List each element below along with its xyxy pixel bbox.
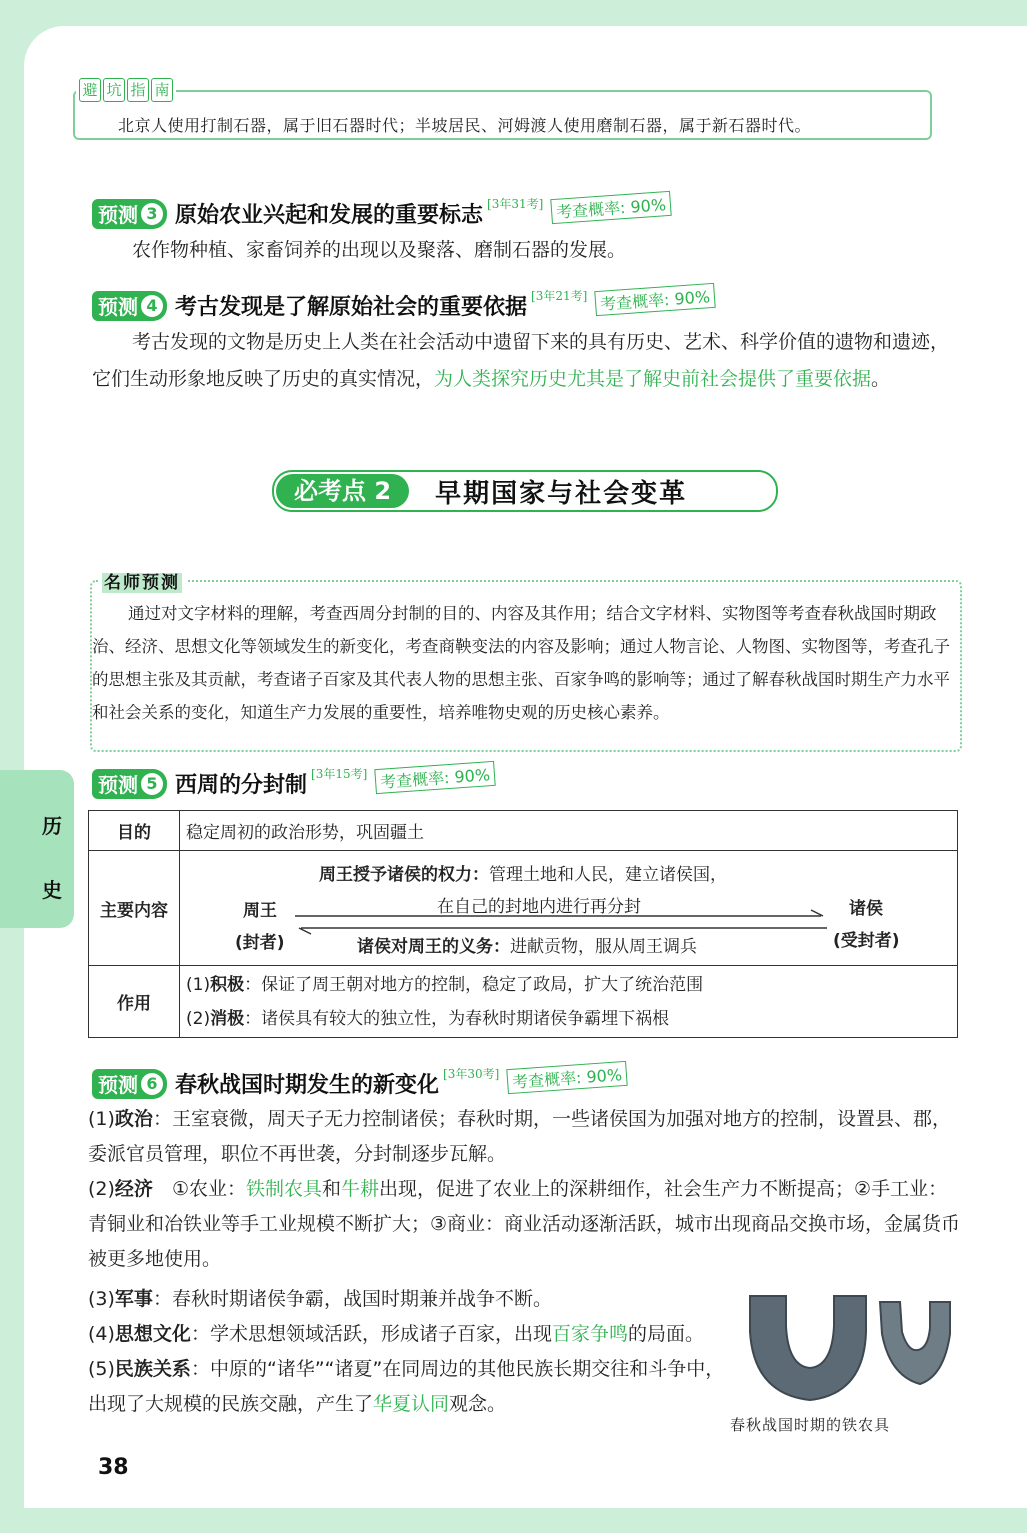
pred4-title: 考古发现是了解原始社会的重要依据 (175, 295, 528, 320)
change-economy: (2)经济 ①农业：铁制农具和牛耕出现，促进了农业上的深耕细作，社会生产力不断提高；②手工业：青铜业和冶铁业等手工业规模不断扩大；③商业：商业活动逐渐活跃，城市出现商品交换市场，金属货币被更多地使用。 (88, 1178, 961, 1270)
tip-char: 避 (79, 78, 101, 102)
pred5-prob: 考查概率: 90% (375, 761, 496, 794)
vassal-role: (受封者) (833, 931, 900, 951)
pred6-prob: 考查概率: 90% (507, 1061, 628, 1094)
power-line-2: 在自己的封地内进行再分封 (437, 897, 641, 917)
pred3-text: 农作物种植、家畜饲养的出现以及聚落、磨制石器的发展。 (132, 239, 627, 261)
pred6-title: 春秋战国时期发生的新变化 (175, 1073, 440, 1098)
pred-badge: 预测 4 (92, 291, 167, 321)
teacher-text: 通过对文字材料的理解，考查西周分封制的目的、内容及其作用；结合文字材料、实物图等考查春秋战国时期政治、经济、思想文化等领域发生的新变化，考查商鞅变法的内容及影响；通过人物言论、人物图、实物图等，考查孔子的思想主张及其贡献，考查诸子百家及其代表人物的思想主张、百家争鸣的影响等；通过了解春秋战国时期生产力水平和社会关系的变化，知道生产力发展的重要性，培养唯物史观的历史核心素养。 (92, 604, 950, 722)
vassal-label: 诸侯 (849, 899, 883, 919)
change-thought: (4)思想文化：学术思想领域活跃，形成诸子百家，出现百家争鸣的局面。 (88, 1323, 704, 1345)
table-cell: 稳定周初的政治形势，巩固疆土 (180, 811, 958, 851)
pred-badge: 预测 6 (92, 1069, 167, 1099)
duty-line: 诸侯对周王的义务：进献贡物，服从周王调兵 (357, 937, 697, 957)
pred-badge: 预测 3 (92, 199, 167, 229)
table-cell (180, 966, 958, 1038)
pred5-heading (92, 765, 495, 799)
iron-tools-image (738, 1288, 958, 1408)
section-title: 早期国家与社会变革 (435, 478, 688, 509)
section-tag: 必考点 2 (276, 474, 409, 508)
tip-char: 指 (127, 78, 149, 102)
table-cell (180, 851, 958, 966)
king-role: (封者) (235, 933, 285, 953)
change-ethnic: (5)民族关系：中原的“诸华”“诸夏”在同周边的其他民族长期交往和斗争中，出现了大规模的民族交融，产生了华夏认同观念。 (88, 1358, 725, 1415)
pred3-heading (92, 195, 671, 229)
tip-title (76, 78, 176, 102)
side-tab-char: 历 (42, 814, 62, 838)
effect-negative: (2)消极：诸侯具有较大的独立性，为春秋时期诸侯争霸埋下祸根 (186, 1008, 670, 1029)
table-label: 目的 (89, 811, 180, 851)
changes-lower (88, 1282, 728, 1422)
changes-upper (88, 1102, 963, 1277)
page-number: 38 (98, 1455, 129, 1480)
pred5-tag: [3年15考] (311, 767, 368, 781)
side-tab-char: 史 (42, 878, 62, 902)
change-military: (3)军事：春秋时期诸侯争霸，战国时期兼并战争不断。 (88, 1288, 552, 1310)
table-row (89, 811, 958, 851)
king-label: 周王 (243, 901, 277, 921)
pred4-text: 考古发现的文物是历史上人类在社会活动中遗留下来的具有历史、艺术、科学价值的遗物和遗迹，它们生动形象地反映了历史的真实情况，为人类探究历史尤其是了解史前社会提供了重要依据。 (92, 331, 950, 390)
pred6-tag: [3年30考] (443, 1067, 500, 1081)
pred3-title: 原始农业兴起和发展的重要标志 (175, 203, 484, 228)
pred4-heading (92, 287, 715, 321)
pred3-prob: 考查概率: 90% (551, 191, 672, 224)
iron-spade-icon (880, 1302, 950, 1384)
table-label: 主要内容 (89, 851, 180, 966)
section-heading (272, 470, 778, 512)
pred4-tag: [3年21考] (531, 289, 588, 303)
fief-diagram (181, 852, 956, 964)
pred6-heading (92, 1065, 627, 1099)
change-politics: (1)政治：王室衰微，周天子无力控制诸侯；春秋时期，一些诸侯国为加强对地方的控制，设置县、郡，委派官员管理，职位不再世袭，分封制逐步瓦解。 (88, 1108, 951, 1165)
pred-badge: 预测 5 (92, 769, 167, 799)
table-row (89, 966, 958, 1038)
fief-table (88, 810, 958, 1038)
table-label: 作用 (89, 966, 180, 1038)
photo-caption: 春秋战国时期的铁农具 (730, 1416, 891, 1434)
pred4-prob: 考查概率: 90% (595, 283, 716, 316)
power-line: 周王授予诸侯的权力：管理土地和人民，建立诸侯国， (319, 865, 727, 885)
arrow-right-head (811, 910, 823, 916)
pred5-title: 西周的分封制 (175, 773, 308, 798)
table-row (89, 851, 958, 966)
side-tab (0, 770, 74, 928)
tip-char: 坑 (103, 78, 125, 102)
tip-text: 北京人使用打制石器，属于旧石器时代；半坡居民、河姆渡人使用磨制石器，属于新石器时代。 (118, 116, 812, 135)
iron-hoe-icon (750, 1296, 866, 1400)
tip-char: 南 (151, 78, 173, 102)
effect-positive: (1)积极：保证了周王朝对地方的控制，稳定了政局，扩大了统治范围 (186, 974, 704, 995)
pred3-tag: [3年31考] (487, 197, 544, 211)
teacher-title: 名师预测 (98, 568, 186, 593)
arrow-left-head (299, 928, 311, 934)
